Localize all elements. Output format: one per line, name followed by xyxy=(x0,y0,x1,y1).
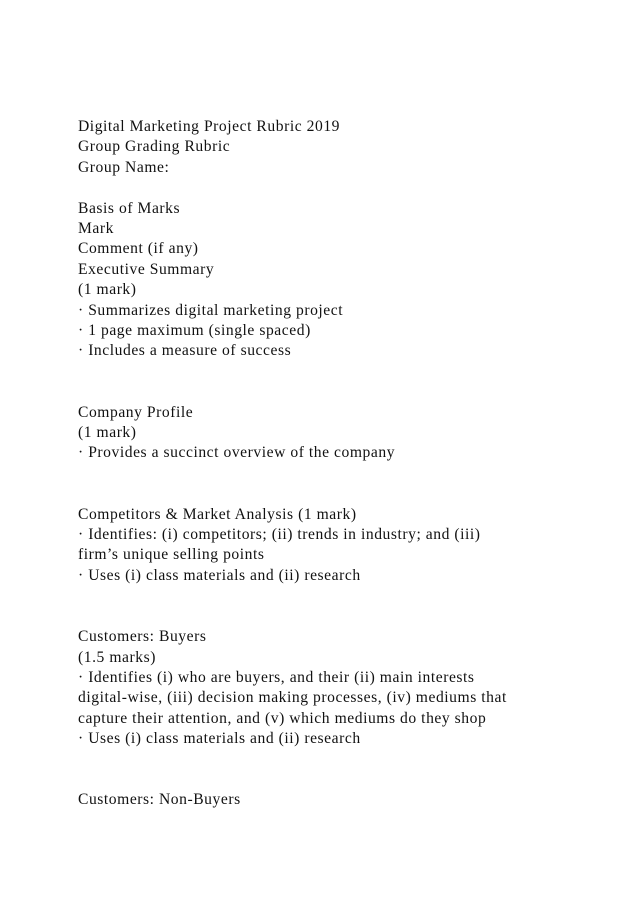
criterion-item: · Includes a measure of success xyxy=(78,342,292,360)
criterion-item: · 1 page maximum (single spaced) xyxy=(78,322,311,340)
criterion-item-continuation: digital-wise, (iii) decision making processes, (iv) mediums that xyxy=(78,689,507,707)
section-heading: Customers: Buyers xyxy=(78,628,207,646)
document-subtitle: Group Grading Rubric xyxy=(78,138,231,156)
document-body xyxy=(78,117,598,811)
document-title: Digital Marketing Project Rubric 2019 xyxy=(78,118,341,135)
section-heading: Company Profile xyxy=(78,403,194,421)
section-heading: Executive Summary xyxy=(78,260,215,278)
spacer xyxy=(78,464,598,505)
section-marks: (1 mark) xyxy=(78,281,137,299)
section-company-profile xyxy=(78,403,598,464)
section-customers-non-buyers xyxy=(78,790,598,810)
section-heading: Competitors & Market Analysis (1 mark) xyxy=(78,505,357,523)
criterion-item: · Provides a succinct overview of the company xyxy=(78,444,396,462)
criterion-item: · Identifies: (i) competitors; (ii) trends in industry; and (iii) xyxy=(78,526,481,544)
spacer xyxy=(78,586,598,627)
spacer xyxy=(78,362,598,403)
criterion-item: · Uses (i) class materials and (ii) research xyxy=(78,566,361,584)
header-basis-of-marks: Basis of Marks xyxy=(78,199,181,217)
header-comment: Comment (if any) xyxy=(78,240,199,258)
section-executive-summary xyxy=(78,260,598,362)
criterion-item: · Identifies (i) who are buyers, and their (ii) main interests xyxy=(78,668,475,686)
section-marks: (1 mark) xyxy=(78,424,137,442)
section-competitors-market-analysis xyxy=(78,505,598,587)
criterion-item: · Summarizes digital marketing project xyxy=(78,301,344,319)
section-customers-buyers xyxy=(78,627,598,749)
spacer xyxy=(78,178,598,198)
criterion-item-continuation: firm’s unique selling points xyxy=(78,546,265,564)
spacer xyxy=(78,750,598,791)
criterion-item: · Uses (i) class materials and (ii) research xyxy=(78,730,361,748)
criterion-item-continuation: capture their attention, and (v) which mediums do they shop xyxy=(78,709,487,727)
group-name-label: Group Name: xyxy=(78,158,170,176)
section-heading: Customers: Non-Buyers xyxy=(78,791,241,809)
section-marks: (1.5 marks) xyxy=(78,648,156,666)
header-mark: Mark xyxy=(78,220,114,238)
